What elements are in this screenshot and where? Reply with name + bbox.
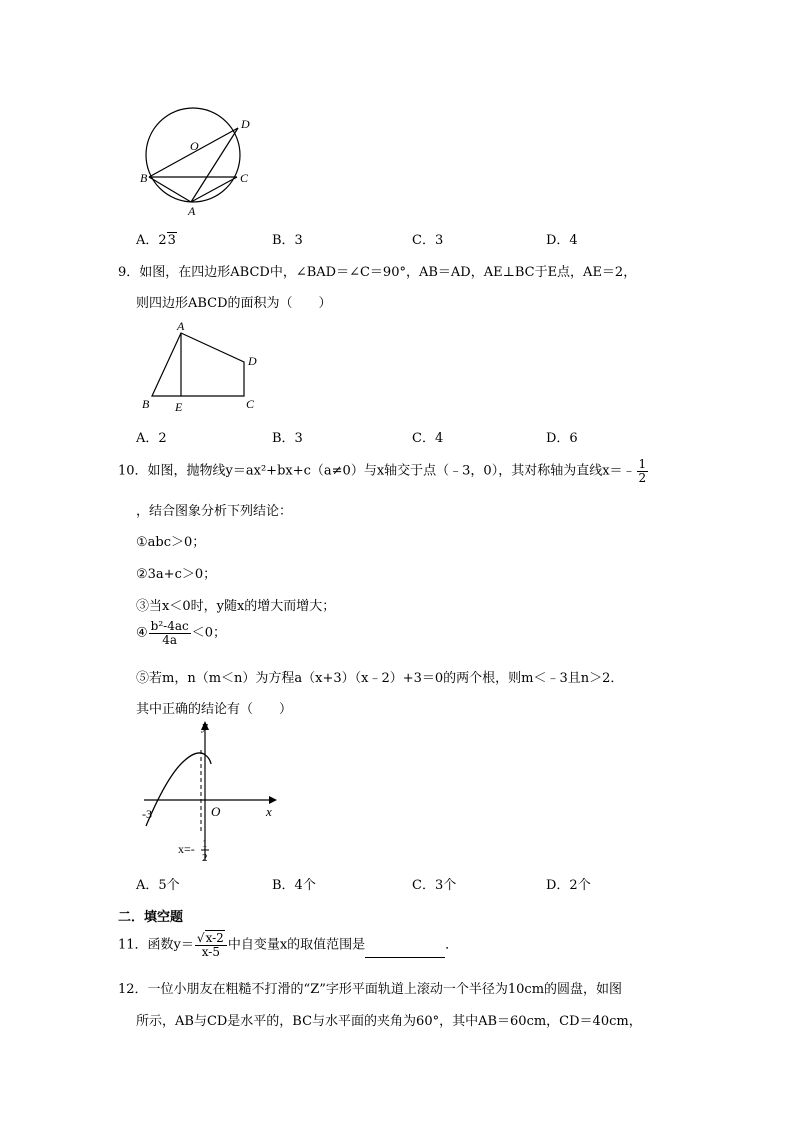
q10-parabola-figure <box>134 716 284 866</box>
q9-option-d: D．6 <box>546 431 578 446</box>
label-frac-den: 2 <box>202 852 208 864</box>
q9-option-b: B．3 <box>272 431 303 446</box>
label-O: O <box>211 804 221 819</box>
label-A: A <box>177 319 185 333</box>
q9-number: 9． <box>118 265 140 280</box>
label-x-eq: x=- <box>178 842 195 856</box>
q12-text-line1: 12．一位小朋友在粗糙不打滑的“Z”字形平面轨道上滚动一个半径为10cm的圆盘，如图 <box>118 982 623 997</box>
q11-number: 11． <box>118 937 148 953</box>
q12-number: 12． <box>118 982 148 997</box>
q10-line2: ，结合图象分析下列结论： <box>136 504 293 519</box>
q10-option-d: D．2个 <box>546 878 591 893</box>
q11-answer-blank[interactable] <box>365 945 445 958</box>
q8-circle-figure <box>130 100 265 218</box>
q10-axis-fraction: $\frac{1}{2}$ <box>638 457 647 485</box>
label-D: D <box>248 354 257 368</box>
label-frac-num: 1 <box>202 838 208 850</box>
q9-text-line1 <box>118 261 636 280</box>
q11-fraction: $\frac{√x-2}{x-5}$ <box>195 932 227 958</box>
q12-line2: 所示，AB与CD是水平的，BC与水平面的夹角为60°，其中AB＝60cm，CD＝40cm， <box>136 1014 642 1029</box>
q10-line1: 如图，抛物线y＝ax²+bx+c（a≠0）与x轴交于点（﹣3，0），其对称轴为直线x＝﹣ <box>147 463 636 479</box>
label-y: y <box>202 718 208 733</box>
q9-line2: 则四边形ABCD的面积为（ ） <box>136 296 332 311</box>
q10-option-a: A．5个 <box>136 878 180 893</box>
q9-quadrilateral-figure <box>134 316 264 416</box>
q11-text: 11．函数y＝ $\frac{√x-2}{x-5}$ 中自变量x的取值范围是 ． <box>118 931 459 959</box>
label-D: D <box>241 117 250 131</box>
label-O: O <box>190 139 199 153</box>
label-minus3: -3 <box>142 807 152 821</box>
label-B: B <box>140 171 148 185</box>
q10-question-end: 其中正确的结论有（ ） <box>136 702 293 717</box>
q10-option-b: B．4个 <box>272 878 316 893</box>
label-x: x <box>266 804 272 819</box>
q9-line1: 如图，在四边形ABCD中，∠BAD＝∠C＝90°，AB＝AD，AE⊥BC于E点，AE＝2， <box>139 265 637 280</box>
label-C: C <box>240 171 249 185</box>
q8-option-c: C．3 <box>412 233 444 248</box>
q10-c4-fraction: $\frac{\text{b²-4ac}}{4a}$ <box>150 619 189 647</box>
q10-conclusion-3: ③当x＜0时，y随x的增大而增大； <box>136 599 336 614</box>
label-A: A <box>188 204 196 218</box>
label-E: E <box>175 400 183 414</box>
q10-conclusion-4: ④ $\frac{\text{b²-4ac}}{4a}$ ＜0； <box>136 619 226 647</box>
q10-text-line1 <box>118 458 649 484</box>
q10-conclusion-5: ⑤若m，n（m＜n）为方程a（x+3）（x﹣2）+3＝0的两个根，则m＜﹣3且n＞2． <box>136 671 624 686</box>
q10-number: 10． <box>118 463 148 479</box>
q10-conclusion-2: ②3a+c＞0； <box>136 567 217 582</box>
q8-option-d: D．4 <box>546 233 578 248</box>
label-C: C <box>246 397 255 411</box>
q9-option-a: A．2 <box>136 431 167 446</box>
q10-option-c: C．3个 <box>412 878 457 893</box>
section-fill-in-blank: 二．填空题 <box>118 910 184 925</box>
q8-option-b: B．3 <box>272 233 303 248</box>
q8-option-a: A．23 <box>136 233 176 248</box>
q10-conclusion-1: ①abc＞0； <box>136 535 206 550</box>
label-B: B <box>142 397 150 411</box>
q9-option-c: C．4 <box>412 431 444 446</box>
